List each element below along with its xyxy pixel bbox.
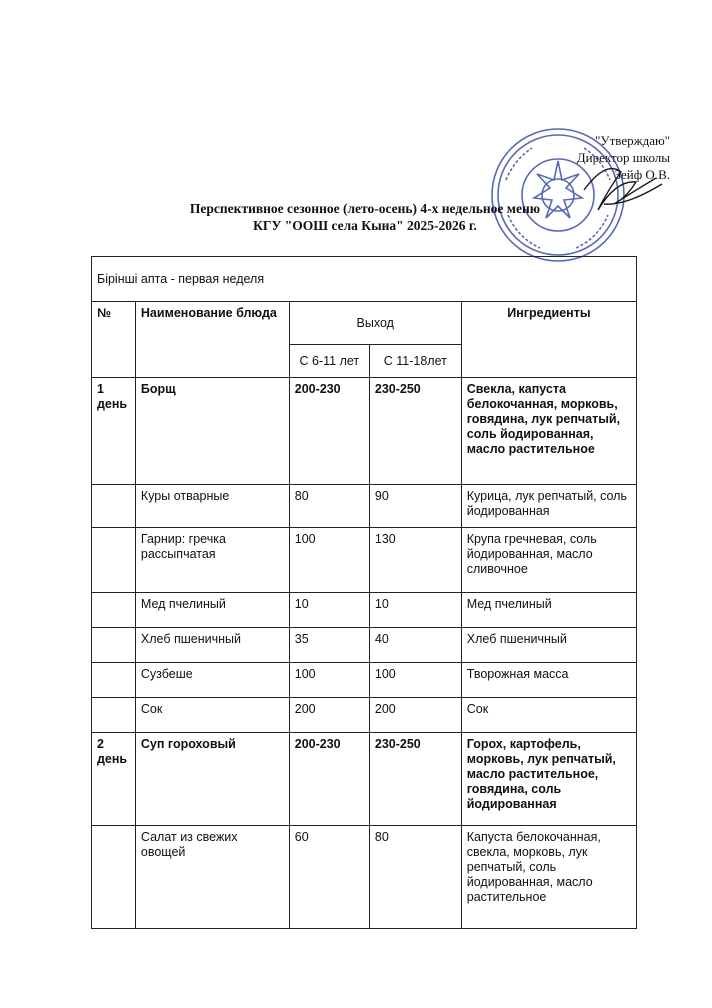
header-output: Выход (289, 302, 461, 345)
table-row (92, 663, 637, 698)
output-6-11-cell: 100 (289, 663, 369, 698)
output-6-11-cell: 200-230 (289, 733, 369, 826)
output-11-18-cell: 80 (369, 826, 461, 929)
day-cell: 2 день (92, 733, 136, 826)
week-row (92, 257, 637, 302)
day-cell (92, 698, 136, 733)
day-cell (92, 663, 136, 698)
title-line-2: КГУ "ООШ села Кына" 2025-2026 г. (253, 218, 477, 233)
ingredients-cell: Хлеб пшеничный (461, 628, 636, 663)
menu-table (91, 256, 637, 929)
week-label: Бірінші апта - первая неделя (92, 257, 637, 302)
table-row (92, 528, 637, 593)
output-6-11-cell: 80 (289, 485, 369, 528)
approval-position: Директор школы (576, 150, 670, 165)
output-6-11-cell: 200-230 (289, 378, 369, 485)
ingredients-cell: Свекла, капуста белокочанная, морковь, говядина, лук репчатый, соль йодированная, масло растительное (461, 378, 636, 485)
approval-name: Зейф О.В. (614, 167, 670, 182)
header-row (92, 302, 637, 345)
ingredients-cell: Сок (461, 698, 636, 733)
table-row (92, 698, 637, 733)
ingredients-cell: Горох, картофель, морковь, лук репчатый, масло растительное, говядина, соль йодированная (461, 733, 636, 826)
header-age-6-11: С 6-11 лет (289, 345, 369, 378)
output-11-18-cell: 230-250 (369, 378, 461, 485)
output-11-18-cell: 90 (369, 485, 461, 528)
ingredients-cell: Курица, лук репчатый, соль йодированная (461, 485, 636, 528)
day-cell (92, 826, 136, 929)
dish-cell: Куры отварные (135, 485, 289, 528)
dish-cell: Гарнир: гречка рассыпчатая (135, 528, 289, 593)
output-11-18-cell: 130 (369, 528, 461, 593)
dish-cell: Сок (135, 698, 289, 733)
dish-cell: Суп гороховый (135, 733, 289, 826)
ingredients-cell: Крупа гречневая, соль йодированная, масло сливочное (461, 528, 636, 593)
school-seal-icon (486, 120, 676, 270)
output-6-11-cell: 10 (289, 593, 369, 628)
approval-title: "Утверждаю" (595, 133, 670, 148)
ingredients-cell: Творожная масса (461, 663, 636, 698)
menu-body (92, 378, 637, 929)
table-row (92, 733, 637, 826)
output-6-11-cell: 60 (289, 826, 369, 929)
table-row (92, 485, 637, 528)
day-cell (92, 628, 136, 663)
dish-cell: Мед пчелиный (135, 593, 289, 628)
table-row (92, 593, 637, 628)
header-num: № (92, 302, 136, 378)
output-6-11-cell: 100 (289, 528, 369, 593)
ingredients-cell: Мед пчелиный (461, 593, 636, 628)
day-cell (92, 593, 136, 628)
dish-cell: Борщ (135, 378, 289, 485)
header-dish: Наименование блюда (135, 302, 289, 378)
output-6-11-cell: 200 (289, 698, 369, 733)
day-cell: 1 день (92, 378, 136, 485)
output-11-18-cell: 200 (369, 698, 461, 733)
header-age-11-18: С 11-18лет (369, 345, 461, 378)
table-row (92, 826, 637, 929)
day-cell (92, 528, 136, 593)
output-11-18-cell: 40 (369, 628, 461, 663)
output-6-11-cell: 35 (289, 628, 369, 663)
dish-cell: Хлеб пшеничный (135, 628, 289, 663)
header-ingredients: Ингредиенты (461, 302, 636, 378)
table-row (92, 378, 637, 485)
output-11-18-cell: 100 (369, 663, 461, 698)
output-11-18-cell: 230-250 (369, 733, 461, 826)
title-line-1: Перспективное сезонное (лето-осень) 4-х недельное меню (189, 201, 541, 216)
day-cell (92, 485, 136, 528)
document-title (150, 200, 580, 234)
output-11-18-cell: 10 (369, 593, 461, 628)
dish-cell: Сузбеше (135, 663, 289, 698)
ingredients-cell: Капуста белокочанная, свекла, морковь, лук репчатый, соль йодированная, масло растительное (461, 826, 636, 929)
dish-cell: Салат из свежих овощей (135, 826, 289, 929)
table-row (92, 628, 637, 663)
